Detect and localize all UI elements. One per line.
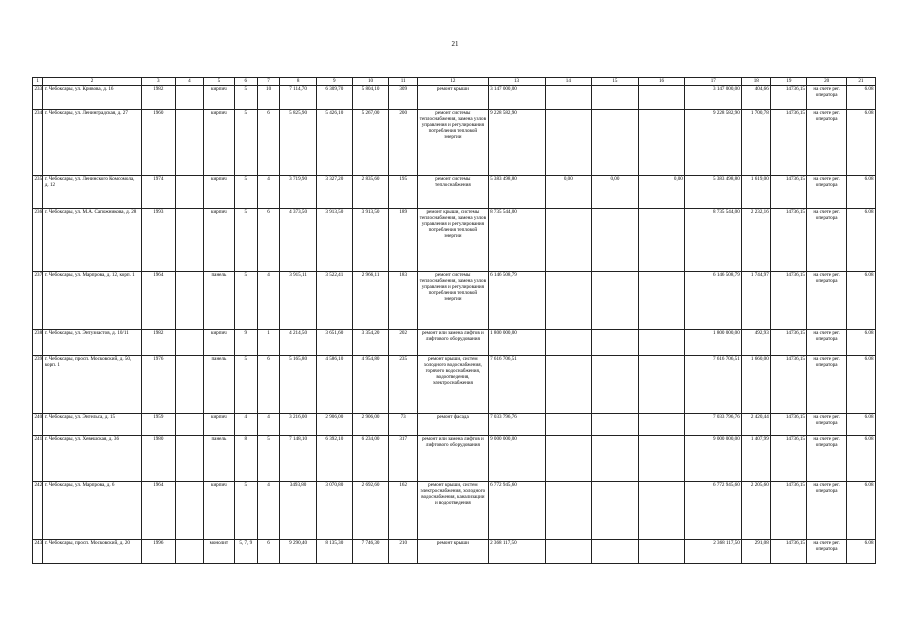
floors-cell: 5	[234, 356, 257, 414]
unit-cost-cell: 1 700,78	[742, 110, 771, 176]
residents-cell: 317	[389, 436, 418, 482]
area-cell: 7 746,30	[352, 540, 388, 564]
table-row	[33, 86, 876, 110]
funding-cell	[638, 540, 685, 564]
residents-cell: 235	[389, 356, 418, 414]
own-funds-cell: 5 383 498,80	[685, 176, 742, 209]
material-cell: панель	[203, 436, 234, 482]
total-cost-cell: 1 800 000,00	[488, 330, 545, 356]
row-number: 235	[33, 176, 43, 209]
area-cell: 6 392,10	[316, 436, 352, 482]
area-cell: 3 354,20	[352, 330, 388, 356]
table-row	[33, 209, 876, 272]
residents-cell: 195	[389, 176, 418, 209]
year-cell: 1982	[141, 330, 175, 356]
table-row	[33, 414, 876, 436]
total-cost-cell: 8 735 544,00	[488, 209, 545, 272]
floors-cell: 5	[234, 110, 257, 176]
funding-cell	[545, 482, 592, 540]
col-header: 21	[846, 78, 875, 86]
entrances-cell: 6	[257, 110, 280, 176]
own-funds-cell: 1 800 000,00	[685, 330, 742, 356]
col-header: 20	[807, 78, 846, 86]
floors-cell: 5, 7, 9	[234, 540, 257, 564]
own-funds-cell: 6 772 945,60	[685, 482, 742, 540]
area-cell: 8 135,30	[316, 540, 352, 564]
limit-cell: 14736,15	[771, 540, 807, 564]
date-cell: 6.08	[846, 86, 875, 110]
year-cell: 1974	[141, 176, 175, 209]
entrances-cell: 4	[257, 482, 280, 540]
row-number: 242	[33, 482, 43, 540]
account-cell: на счете рег. оператора	[807, 272, 846, 330]
floors-cell: 5	[234, 272, 257, 330]
material-cell: панель	[203, 272, 234, 330]
empty-cell	[175, 540, 203, 564]
material-cell: кирпич	[203, 176, 234, 209]
funding-cell	[592, 540, 639, 564]
col-header: 1	[33, 78, 43, 86]
table-row	[33, 330, 876, 356]
residents-cell: 210	[389, 540, 418, 564]
limit-cell: 14736,15	[771, 176, 807, 209]
date-cell: 6.08	[846, 330, 875, 356]
funding-cell	[638, 436, 685, 482]
area-cell: 3 651,60	[316, 330, 352, 356]
own-funds-cell: 6 146 508,79	[685, 272, 742, 330]
row-number: 240	[33, 414, 43, 436]
area-cell: 5 267,00	[352, 110, 388, 176]
housing-repair-table	[32, 77, 876, 564]
material-cell: кирпич	[203, 482, 234, 540]
col-header: 10	[352, 78, 388, 86]
entrances-cell: 6	[257, 540, 280, 564]
entrances-cell: 5	[257, 436, 280, 482]
col-header: 13	[488, 78, 545, 86]
total-cost-cell: 9 000 000,00	[488, 436, 545, 482]
empty-cell	[175, 414, 203, 436]
table-row	[33, 356, 876, 414]
floors-cell: 5	[234, 86, 257, 110]
total-area-cell: 5 165,80	[280, 356, 316, 414]
area-cell: 2 966,11	[352, 272, 388, 330]
entrances-cell: 4	[257, 176, 280, 209]
empty-cell	[175, 436, 203, 482]
unit-cost-cell: 2 420,44	[742, 414, 771, 436]
area-cell: 5 426,10	[316, 110, 352, 176]
funding-cell	[545, 330, 592, 356]
account-cell: на счете рег. оператора	[807, 356, 846, 414]
funding-cell	[592, 414, 639, 436]
row-number: 241	[33, 436, 43, 482]
funding-cell	[592, 330, 639, 356]
area-cell: 3 070,80	[316, 482, 352, 540]
entrances-cell: 6	[257, 209, 280, 272]
address-cell: г. Чебоксары, просп. Московский, д. 20	[43, 540, 141, 564]
funding-cell	[638, 482, 685, 540]
year-cell: 1964	[141, 272, 175, 330]
area-cell: 3 327,20	[316, 176, 352, 209]
unit-cost-cell: 1 660,00	[742, 356, 771, 414]
col-header: 19	[771, 78, 807, 86]
year-cell: 1960	[141, 110, 175, 176]
funding-cell	[545, 414, 592, 436]
account-cell: на счете рег. оператора	[807, 176, 846, 209]
address-cell: г. Чебоксары, ул. Энгельса, д. 15	[43, 414, 141, 436]
area-cell: 2 692,60	[352, 482, 388, 540]
residents-cell: 202	[389, 330, 418, 356]
total-cost-cell: 6 146 508,79	[488, 272, 545, 330]
account-cell: на счете рег. оператора	[807, 414, 846, 436]
works-cell: ремонт крыши	[418, 86, 488, 110]
funding-cell: 0,00	[545, 176, 592, 209]
unit-cost-cell: 404,66	[742, 86, 771, 110]
table-row	[33, 176, 876, 209]
year-cell: 1964	[141, 482, 175, 540]
floors-cell: 5	[234, 482, 257, 540]
total-area-cell: 4 373,50	[280, 209, 316, 272]
account-cell: на счете рег. оператора	[807, 436, 846, 482]
date-cell: 6.08	[846, 482, 875, 540]
unit-cost-cell: 1 744,97	[742, 272, 771, 330]
material-cell: кирпич	[203, 86, 234, 110]
date-cell: 6.08	[846, 272, 875, 330]
account-cell: на счете рег. оператора	[807, 86, 846, 110]
funding-cell	[638, 330, 685, 356]
total-area-cell: 9 290,40	[280, 540, 316, 564]
empty-cell	[175, 176, 203, 209]
column-number-row	[33, 78, 876, 86]
funding-cell	[638, 414, 685, 436]
date-cell: 6.08	[846, 540, 875, 564]
works-cell: ремонт системы теплоснабжения, замена узлов управления и регулирования потребления тепловой энергии	[418, 272, 488, 330]
entrances-cell: 10	[257, 86, 280, 110]
funding-cell	[545, 209, 592, 272]
account-cell: на счете рег. оператора	[807, 110, 846, 176]
residents-cell: 309	[389, 86, 418, 110]
col-header: 18	[742, 78, 771, 86]
own-funds-cell: 9 228 582,90	[685, 110, 742, 176]
area-cell: 2 906,00	[316, 414, 352, 436]
date-cell: 6.08	[846, 436, 875, 482]
funding-cell	[592, 209, 639, 272]
total-cost-cell: 9 228 582,90	[488, 110, 545, 176]
floors-cell: 5	[234, 209, 257, 272]
total-area-cell: 3 719,90	[280, 176, 316, 209]
address-cell: г. Чебоксары, просп. Московский, д. 50, корп. 1	[43, 356, 141, 414]
row-number: 236	[33, 209, 43, 272]
residents-cell: 73	[389, 414, 418, 436]
unit-cost-cell: 2 232,16	[742, 209, 771, 272]
material-cell: панель	[203, 356, 234, 414]
entrances-cell: 4	[257, 414, 280, 436]
address-cell: г. Чебоксары, ул. Ленинградская, д. 27	[43, 110, 141, 176]
funding-cell: 0,00	[638, 176, 685, 209]
funding-cell	[592, 272, 639, 330]
funding-cell	[592, 356, 639, 414]
limit-cell: 14736,15	[771, 110, 807, 176]
own-funds-cell: 7 616 706,51	[685, 356, 742, 414]
material-cell: кирпич	[203, 110, 234, 176]
empty-cell	[175, 356, 203, 414]
row-number: 239	[33, 356, 43, 414]
floors-cell: 5	[234, 176, 257, 209]
total-cost-cell: 7 033 796,76	[488, 414, 545, 436]
account-cell: на счете рег. оператора	[807, 482, 846, 540]
funding-cell	[638, 209, 685, 272]
funding-cell	[545, 540, 592, 564]
total-cost-cell: 5 383 498,80	[488, 176, 545, 209]
funding-cell	[545, 110, 592, 176]
date-cell: 6.08	[846, 356, 875, 414]
funding-cell: 0,00	[592, 176, 639, 209]
col-header: 12	[418, 78, 488, 86]
funding-cell	[638, 356, 685, 414]
unit-cost-cell: 2 205,60	[742, 482, 771, 540]
year-cell: 1976	[141, 356, 175, 414]
area-cell: 4 954,80	[352, 356, 388, 414]
col-header: 2	[43, 78, 141, 86]
address-cell: г. Чебоксары, ул. Хевешская, д. 36	[43, 436, 141, 482]
total-cost-cell: 3 147 000,00	[488, 86, 545, 110]
total-area-cell: 3493,80	[280, 482, 316, 540]
year-cell: 1982	[141, 86, 175, 110]
account-cell: на счете рег. оператора	[807, 330, 846, 356]
unit-cost-cell: 291,08	[742, 540, 771, 564]
funding-cell	[638, 110, 685, 176]
col-header: 16	[638, 78, 685, 86]
account-cell: на счете рег. оператора	[807, 209, 846, 272]
area-cell: 3 913,50	[352, 209, 388, 272]
funding-cell	[592, 436, 639, 482]
area-cell: 4 586,10	[316, 356, 352, 414]
limit-cell: 14736,15	[771, 86, 807, 110]
unit-cost-cell: 1 407,99	[742, 436, 771, 482]
empty-cell	[175, 482, 203, 540]
funding-cell	[545, 356, 592, 414]
unit-cost-cell: 1 619,00	[742, 176, 771, 209]
area-cell: 6 309,70	[316, 86, 352, 110]
limit-cell: 14736,15	[771, 414, 807, 436]
limit-cell: 14736,15	[771, 356, 807, 414]
year-cell: 1959	[141, 414, 175, 436]
funding-cell	[638, 272, 685, 330]
funding-cell	[545, 272, 592, 330]
total-cost-cell: 7 616 706,51	[488, 356, 545, 414]
entrances-cell: 6	[257, 356, 280, 414]
address-cell: г. Чебоксары, ул. Кривова, д. 16	[43, 86, 141, 110]
floors-cell: 9	[234, 330, 257, 356]
area-cell: 5 804,10	[352, 86, 388, 110]
col-header: 11	[389, 78, 418, 86]
col-header: 7	[257, 78, 280, 86]
works-cell: ремонт или замена лифтов и лифтового оборудования	[418, 330, 488, 356]
own-funds-cell: 7 033 796,76	[685, 414, 742, 436]
table-row	[33, 110, 876, 176]
empty-cell	[175, 272, 203, 330]
row-number: 233	[33, 86, 43, 110]
address-cell: г. Чебоксары, ул. М.А. Сапожникова, д. 28	[43, 209, 141, 272]
limit-cell: 14736,15	[771, 436, 807, 482]
funding-cell	[592, 110, 639, 176]
total-cost-cell: 2 368 117,50	[488, 540, 545, 564]
col-header: 15	[592, 78, 639, 86]
funding-cell	[592, 86, 639, 110]
total-cost-cell: 6 772 945,60	[488, 482, 545, 540]
residents-cell: 183	[389, 272, 418, 330]
row-number: 243	[33, 540, 43, 564]
address-cell: г. Чебоксары, ул. Марпрова, д. 6	[43, 482, 141, 540]
funding-cell	[638, 86, 685, 110]
table-row	[33, 272, 876, 330]
empty-cell	[175, 330, 203, 356]
empty-cell	[175, 86, 203, 110]
works-cell: ремонт системы теплоснабжения, замена узлов управления и регулирования потребления тепловой энергии	[418, 110, 488, 176]
own-funds-cell: 3 147 000,00	[685, 86, 742, 110]
year-cell: 1996	[141, 540, 175, 564]
total-area-cell: 7 148,10	[280, 436, 316, 482]
date-cell: 6.08	[846, 176, 875, 209]
residents-cell: 189	[389, 209, 418, 272]
date-cell: 6.08	[846, 110, 875, 176]
page-number: 21	[451, 40, 459, 48]
account-cell: на счете рег. оператора	[807, 540, 846, 564]
col-header: 17	[685, 78, 742, 86]
address-cell: г. Чебоксары, ул. Энтузиастов, д. 10/11	[43, 330, 141, 356]
table-row	[33, 540, 876, 564]
entrances-cell: 1	[257, 330, 280, 356]
residents-cell: 200	[389, 110, 418, 176]
total-area-cell: 3 216,00	[280, 414, 316, 436]
year-cell: 1993	[141, 209, 175, 272]
limit-cell: 14736,15	[771, 330, 807, 356]
col-header: 14	[545, 78, 592, 86]
limit-cell: 14736,15	[771, 482, 807, 540]
floors-cell: 8	[234, 436, 257, 482]
own-funds-cell: 9 000 000,00	[685, 436, 742, 482]
year-cell: 1980	[141, 436, 175, 482]
area-cell: 6 234,00	[352, 436, 388, 482]
date-cell: 6.08	[846, 209, 875, 272]
area-cell: 2 906,00	[352, 414, 388, 436]
total-area-cell: 7 114,70	[280, 86, 316, 110]
works-cell: ремонт или замена лифтов и лифтового оборудования	[418, 436, 488, 482]
col-header: 6	[234, 78, 257, 86]
row-number: 237	[33, 272, 43, 330]
entrances-cell: 4	[257, 272, 280, 330]
empty-cell	[175, 110, 203, 176]
col-header: 3	[141, 78, 175, 86]
date-cell: 6.08	[846, 414, 875, 436]
own-funds-cell: 2 368 117,50	[685, 540, 742, 564]
limit-cell: 14736,15	[771, 209, 807, 272]
area-cell: 3 913,50	[316, 209, 352, 272]
works-cell: ремонт крыши, систем холодного водоснабжения, горячего водоснабжения, водоотведения, электроснабжения	[418, 356, 488, 414]
table-row	[33, 436, 876, 482]
material-cell: кирпич	[203, 209, 234, 272]
funding-cell	[545, 436, 592, 482]
col-header: 9	[316, 78, 352, 86]
address-cell: г. Чебоксары, ул. Ленинского Комсомола, д. 12	[43, 176, 141, 209]
address-cell: г. Чебоксары, ул. Марпрова, д. 12, корп. 1	[43, 272, 141, 330]
area-cell: 2 835,60	[352, 176, 388, 209]
material-cell: кирпич	[203, 330, 234, 356]
col-header: 8	[280, 78, 316, 86]
col-header: 4	[175, 78, 203, 86]
limit-cell: 14736,15	[771, 272, 807, 330]
material-cell: кирпич	[203, 414, 234, 436]
material-cell: монолит	[203, 540, 234, 564]
col-header: 5	[203, 78, 234, 86]
row-number: 238	[33, 330, 43, 356]
floors-cell: 4	[234, 414, 257, 436]
total-area-cell: 5 825,90	[280, 110, 316, 176]
own-funds-cell: 8 735 544,00	[685, 209, 742, 272]
funding-cell	[592, 482, 639, 540]
total-area-cell: 4 214,50	[280, 330, 316, 356]
works-cell: ремонт крыши, системы теплоснабжения, замена узлов управления и регулирования потребления тепловой энергии	[418, 209, 488, 272]
area-cell: 3 522,41	[316, 272, 352, 330]
works-cell: ремонт фасада	[418, 414, 488, 436]
table-row	[33, 482, 876, 540]
total-area-cell: 3 915,11	[280, 272, 316, 330]
residents-cell: 162	[389, 482, 418, 540]
empty-cell	[175, 209, 203, 272]
works-cell: ремонт крыши, систем электроснабжения, холодного водоснабжения, канализации и водоотведения	[418, 482, 488, 540]
row-number: 234	[33, 110, 43, 176]
works-cell: ремонт системы теплоснабжения	[418, 176, 488, 209]
works-cell: ремонт крыши	[418, 540, 488, 564]
unit-cost-cell: 492,93	[742, 330, 771, 356]
funding-cell	[545, 86, 592, 110]
